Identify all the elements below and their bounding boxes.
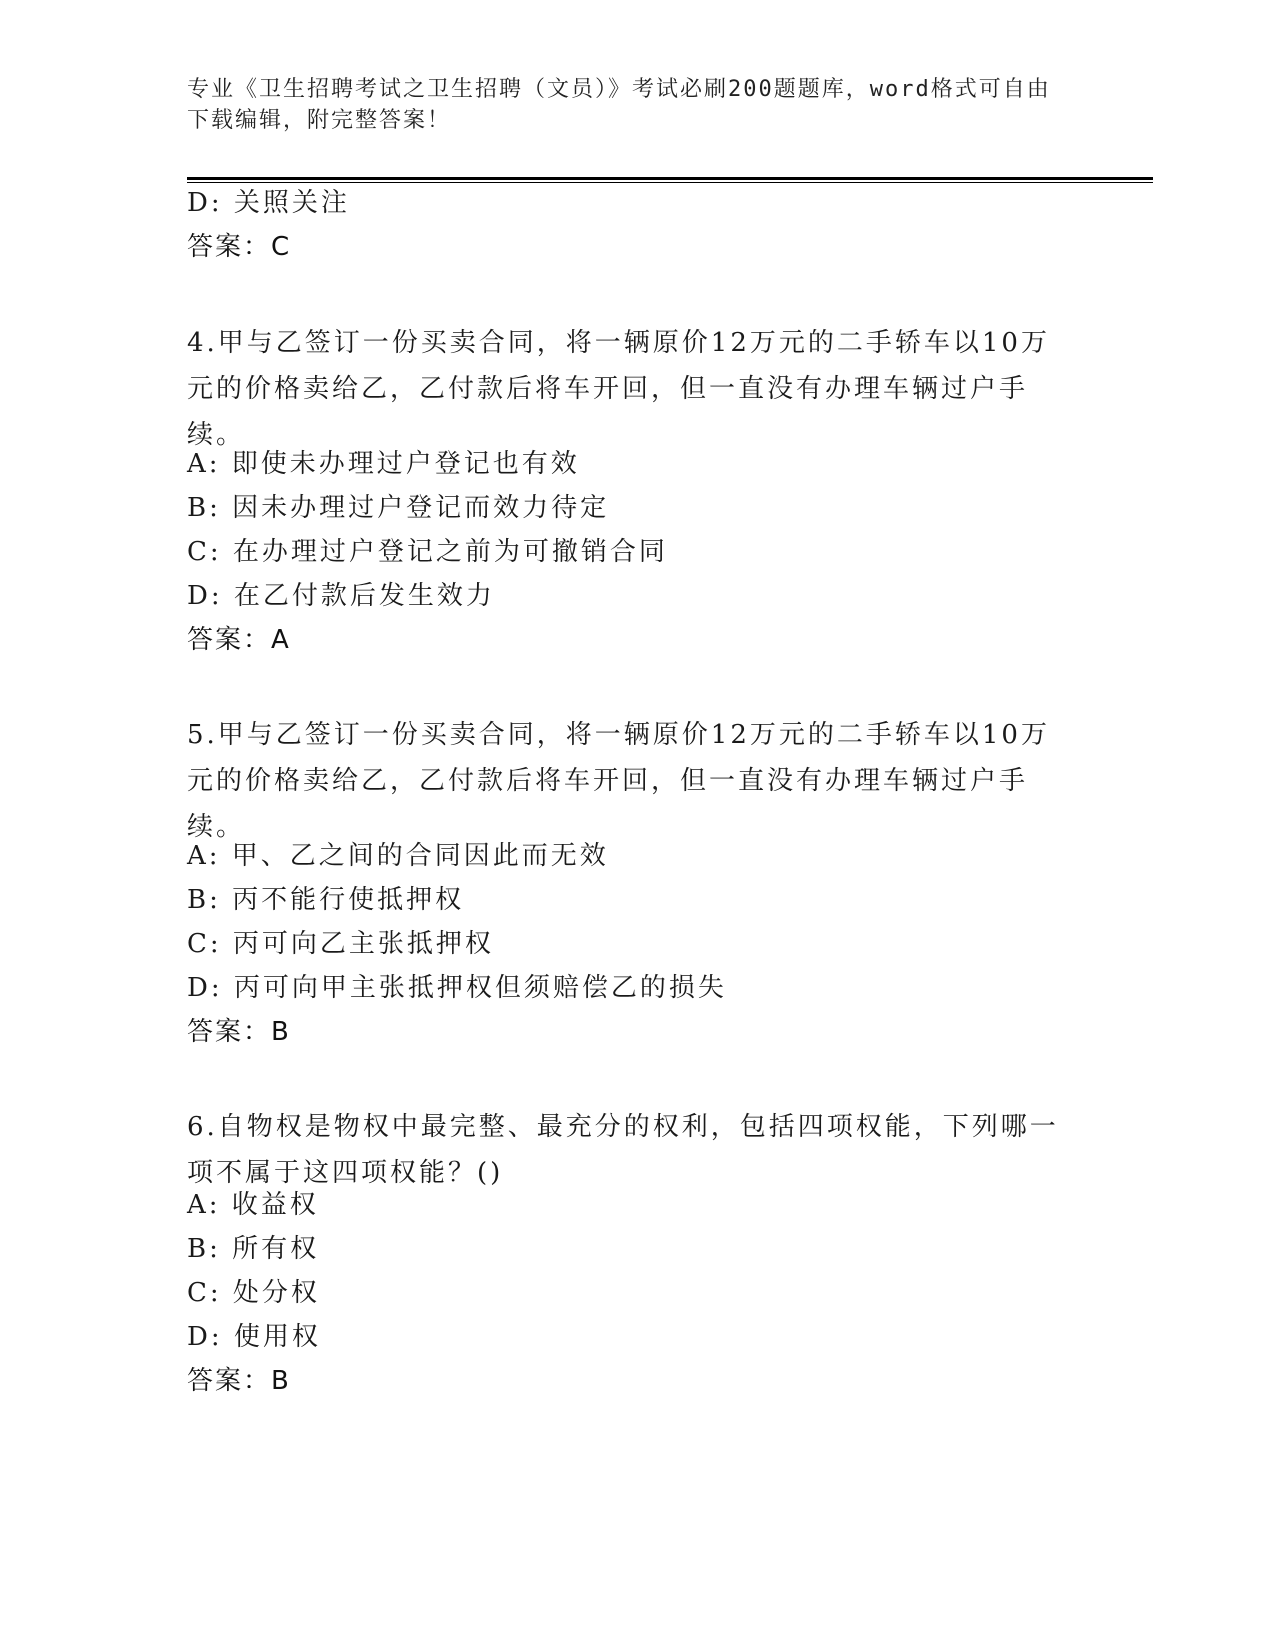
q4-option-b: B: 因未办理过户登记而效力待定: [187, 493, 610, 523]
header-divider-thick: [187, 177, 1153, 180]
header-divider-thin: [187, 182, 1153, 183]
q5-option-a: A: 甲、乙之间的合同因此而无效: [187, 841, 609, 871]
document-header: 专业《卫生招聘考试之卫生招聘（文员）》考试必刷200题题库，word格式可自由下载编辑，附完整答案！: [187, 77, 1051, 133]
q5-option-b: B: 丙不能行使抵押权: [187, 885, 465, 915]
q6-stem: 6.自物权是物权中最完整、最充分的权利，包括四项权能，下列哪一项不属于这四项权能？(): [187, 1112, 1059, 1188]
q5-answer: 答案：B: [187, 1017, 291, 1047]
q6-option-b: B: 所有权: [187, 1234, 320, 1264]
q5-option-c: C: 丙可向乙主张抵押权: [187, 929, 494, 959]
q6-option-c: C: 处分权: [187, 1278, 320, 1308]
q3-option-d: D: 关照关注: [187, 188, 350, 218]
q4-answer: 答案：A: [187, 625, 291, 655]
q4-option-d: D: 在乙付款后发生效力: [187, 581, 495, 611]
q5-option-d: D: 丙可向甲主张抵押权但须赔偿乙的损失: [187, 973, 727, 1003]
q6-answer: 答案：B: [187, 1366, 291, 1396]
q4-option-a: A: 即使未办理过户登记也有效: [187, 449, 580, 479]
q6-option-a: A: 收益权: [187, 1190, 319, 1220]
q5-stem: 5.甲与乙签订一份买卖合同，将一辆原价12万元的二手轿车以10万元的价格卖给乙，乙付款后将车开回，但一直没有办理车辆过户手续。: [187, 720, 1050, 842]
q6-option-d: D: 使用权: [187, 1322, 321, 1352]
q4-stem: 4.甲与乙签订一份买卖合同，将一辆原价12万元的二手轿车以10万元的价格卖给乙，乙付款后将车开回，但一直没有办理车辆过户手续。: [187, 328, 1050, 450]
q4-option-c: C: 在办理过户登记之前为可撤销合同: [187, 537, 668, 567]
q3-answer: 答案：C: [187, 232, 292, 262]
